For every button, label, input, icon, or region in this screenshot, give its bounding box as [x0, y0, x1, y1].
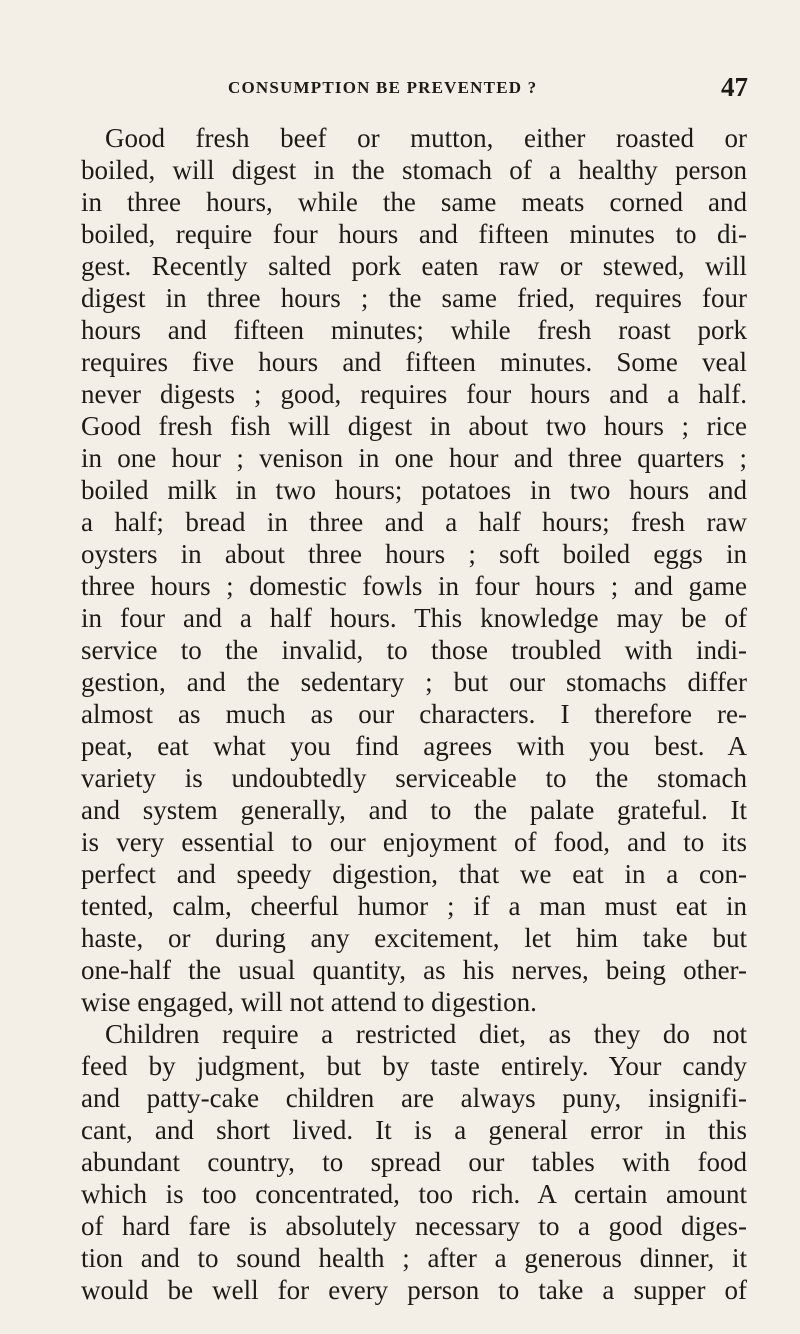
text-line: is very essential to our enjoyment of food, and to its	[81, 827, 747, 857]
text-line: boiled, require four hours and fifteen minutes to di-	[81, 219, 747, 249]
text-line: three hours ; domestic fowls in four hours ; and game	[81, 571, 747, 601]
text-line: Good fresh beef or mutton, either roasted or	[105, 123, 747, 153]
running-title: CONSUMPTION BE PREVENTED ?	[228, 78, 538, 97]
text-line: boiled milk in two hours; potatoes in two hours and	[81, 475, 747, 505]
text-line: of hard fare is absolutely necessary to a good diges-	[81, 1211, 747, 1241]
text-line: boiled, will digest in the stomach of a healthy person	[81, 155, 747, 185]
page-number: 47	[721, 72, 748, 102]
text-line: tented, calm, cheerful humor ; if a man must eat in	[81, 891, 747, 921]
text-line: never digests ; good, requires four hours and a half.	[81, 379, 747, 409]
running-head	[228, 72, 748, 102]
text-line: digest in three hours ; the same fried, requires four	[81, 283, 747, 313]
text-line: hours and fifteen minutes; while fresh roast pork	[81, 315, 747, 345]
text-line: would be well for every person to take a supper of	[81, 1275, 747, 1305]
body-text	[81, 122, 747, 1306]
text-line: Children require a restricted diet, as they do not	[105, 1019, 747, 1049]
text-line: variety is undoubtedly serviceable to the stomach	[81, 763, 747, 793]
text-line: requires five hours and fifteen minutes. Some veal	[81, 347, 747, 377]
text-line: abundant country, to spread our tables with food	[81, 1147, 747, 1177]
text-line: tion and to sound health ; after a generous dinner, it	[81, 1243, 747, 1273]
text-line: in three hours, while the same meats corned and	[81, 187, 747, 217]
text-line: and patty-cake children are always puny, insignifi-	[81, 1083, 747, 1113]
text-line: haste, or during any excitement, let him take but	[81, 923, 747, 953]
text-line: and system generally, and to the palate grateful. It	[81, 795, 747, 825]
text-line: almost as much as our characters. I therefore re-	[81, 699, 747, 729]
text-line: in four and a half hours. This knowledge may be of	[81, 603, 747, 633]
text-line: cant, and short lived. It is a general error in this	[81, 1115, 747, 1145]
text-line: wise engaged, will not attend to digestion.	[81, 987, 537, 1017]
text-line: feed by judgment, but by taste entirely. Your candy	[81, 1051, 747, 1081]
text-line: oysters in about three hours ; soft boiled eggs in	[81, 539, 747, 569]
text-line: gest. Recently salted pork eaten raw or stewed, will	[81, 251, 747, 281]
text-line: which is too concentrated, too rich. A certain amount	[81, 1179, 747, 1209]
text-line: gestion, and the sedentary ; but our stomachs differ	[81, 667, 747, 697]
text-line: service to the invalid, to those troubled with indi-	[81, 635, 747, 665]
text-line: Good fresh fish will digest in about two hours ; rice	[81, 411, 747, 441]
text-line: in one hour ; venison in one hour and three quarters ;	[81, 443, 747, 473]
text-line: a half; bread in three and a half hours; fresh raw	[81, 507, 747, 537]
text-line: perfect and speedy digestion, that we eat in a con-	[81, 859, 747, 889]
text-line: one-half the usual quantity, as his nerves, being other-	[81, 955, 747, 985]
text-line: peat, eat what you find agrees with you best. A	[81, 731, 747, 761]
